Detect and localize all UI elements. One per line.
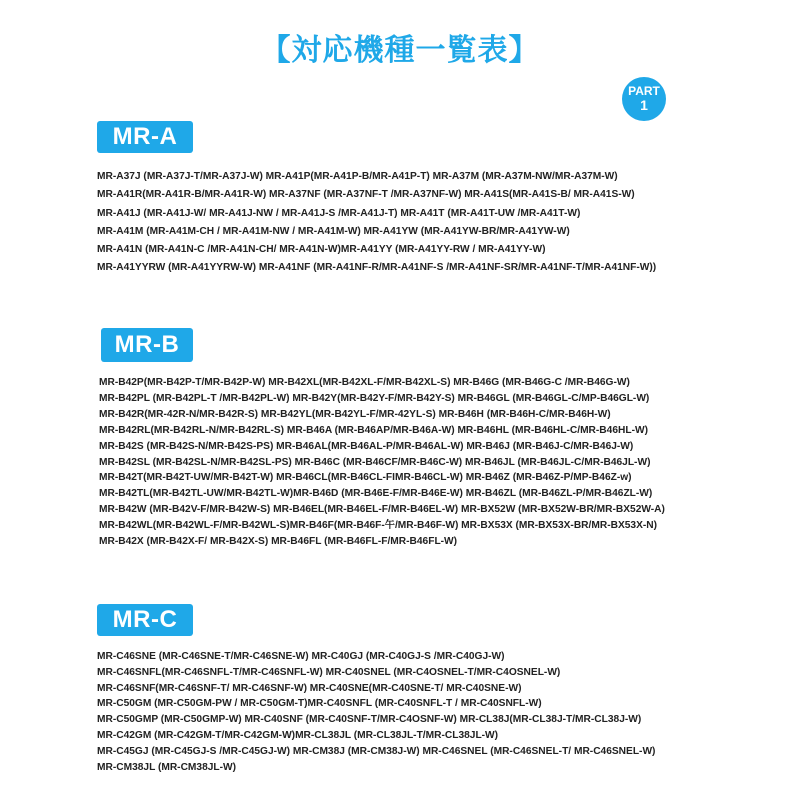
model-line: MR-C46SNFL(MR-C46SNFL-T/MR-C46SNFL-W) MR-C40SNEL (MR-C4OSNEL-T/MR-C4OSNEL-W) (97, 666, 561, 678)
model-line: MR-C50GMP (MR-C50GMP-W) MR-C40SNF (MR-C40SNF-T/MR-C4OSNF-W) MR-CL38J(MR-CL38J-T/MR-CL38J-W) (97, 714, 642, 726)
model-line: MR-A41M (MR-A41M-CH / MR-A41M-NW / MR-A41M-W) MR-A41YW (MR-A41YW-BR/MR-A41YW-W) (97, 225, 570, 237)
part-badge-number: 1 (640, 97, 648, 113)
model-line: MR-A41YYRW (MR-A41YYRW-W) MR-A41NF (MR-A41NF-R/MR-A41NF-S /MR-A41NF-SR/MR-A41NF-T/MR-A41NF-W)) (97, 262, 657, 274)
model-line: MR-C46SNE (MR-C46SNE-T/MR-C46SNE-W) MR-C40GJ (MR-C40GJ-S /MR-C40GJ-W) (97, 651, 505, 662)
model-line: MR-B42SL (MR-B42SL-N/MR-B42SL-PS) MR-B46C (MR-B46CF/MR-B46C-W) MR-B46JL (MR-B46JL-C/MR-B46JL-W) (99, 456, 651, 468)
model-line: MR-B42PL (MR-B42PL-T /MR-B42PL-W) MR-B42Y(MR-B42Y-F/MR-B42Y-S) MR-B46GL (MR-B46GL-C/MP-B46GL-W) (99, 392, 650, 404)
model-line: MR-B42W (MR-B42V-F/MR-B42W-S) MR-B46EL(MR-B46EL-F/MR-B46EL-W) MR-BX52W (MR-BX52W-BR/MR-BX52W-A) (99, 504, 665, 516)
model-line: MR-B42TL(MR-B42TL-UW/MR-B42TL-W)MR-B46D (MR-B46E-F/MR-B46E-W) MR-B46ZL (MR-B46ZL-P/MR-B46ZL-W) (99, 488, 653, 500)
model-line: MR-CM38JL (MR-CM38JL-W) (97, 761, 237, 773)
page-title: 【対応機種一覧表】 (260, 33, 540, 68)
model-line: MR-B42R(MR-42R-N/MR-B42R-S) MR-B42YL(MR-B42YL-F/MR-42YL-S) MR-B46H (MR-B46H-C/MR-B46H-W) (99, 408, 611, 420)
model-line: MR-A41N (MR-A41N-C /MR-A41N-CH/ MR-A41N-W)MR-A41YY (MR-A41YY-RW / MR-A41YY-W) (97, 244, 546, 256)
model-line: MR-C42GM (MR-C42GM-T/MR-C42GM-W)MR-CL38JL (MR-CL38JL-T/MR-CL38JL-W) (97, 729, 499, 741)
model-line: MR-B42RL(MR-B42RL-N/MR-B42RL-S) MR-B46A (MR-B46AP/MR-B46A-W) MR-B46HL (MR-B46HL-C/MR-B46HL-W) (99, 424, 648, 436)
model-list-mr-b (99, 375, 665, 550)
section-tag-mr-c: MR-C (97, 604, 193, 636)
section-tag-mr-b: MR-B (101, 328, 193, 362)
model-line: MR-B42T(MR-B42T-UW/MR-B42T-W) MR-B46CL(MR-B46CL-FIMR-B46CL-W) MR-B46Z (MR-B46Z-P/MP-B46Z-w) (99, 472, 632, 484)
model-line: MR-A41R(MR-A41R-B/MR-A41R-W) MR-A37NF (MR-A37NF-T /MR-A37NF-W) MR-A41S(MR-A41S-B/ MR-A41S-W) (97, 189, 635, 201)
model-list-mr-a (97, 168, 656, 278)
model-line: MR-C46SNF(MR-C46SNF-T/ MR-C46SNF-W) MR-C40SNE(MR-C40SNE-T/ MR-C40SNE-W) (97, 682, 522, 694)
part-badge (622, 77, 666, 121)
model-line: MR-B42X (MR-B42X-F/ MR-B42X-S) MR-B46FL (MR-B46FL-F/MR-B46FL-W) (99, 536, 458, 548)
model-line: MR-A37J (MR-A37J-T/MR-A37J-W) MR-A41P(MR-A41P-B/MR-A41P-T) MR-A37M (MR-A37M-NW/MR-A37M-W) (97, 171, 618, 182)
model-line: MR-B42P(MR-B42P-T/MR-B42P-W) MR-B42XL(MR-B42XL-F/MR-B42XL-S) MR-B46G (MR-B46G-C /MR-B46G-W) (99, 377, 630, 388)
model-list-mr-c (97, 649, 655, 775)
section-tag-mr-a: MR-A (97, 121, 193, 153)
part-badge-word: PART (628, 84, 660, 98)
model-line: MR-A41J (MR-A41J-W/ MR-A41J-NW / MR-A41J-S /MR-A41J-T) MR-A41T (MR-A41T-UW /MR-A41T-W) (97, 207, 581, 219)
model-line: MR-B42S (MR-B42S-N/MR-B42S-PS) MR-B46AL(MR-B46AL-P/MR-B46AL-W) MR-B46J (MR-B46J-C/MR-B46J-W) (99, 440, 634, 452)
model-line: MR-B42WL(MR-B42WL-F/MR-B42WL-S)MR-B46F(MR-B46F-午/MR-B46F-W) MR-BX53X (MR-BX53X-BR/MR-BX53X-N) (99, 520, 658, 532)
model-line: MR-C45GJ (MR-C45GJ-S /MR-C45GJ-W) MR-CM38J (MR-CM38J-W) MR-C46SNEL (MR-C46SNEL-T/ MR-C46SNEL-W) (97, 745, 656, 757)
model-line: MR-C50GM (MR-C50GM-PW / MR-C50GM-T)MR-C40SNFL (MR-C40SNFL-T / MR-C40SNFL-W) (97, 698, 542, 710)
